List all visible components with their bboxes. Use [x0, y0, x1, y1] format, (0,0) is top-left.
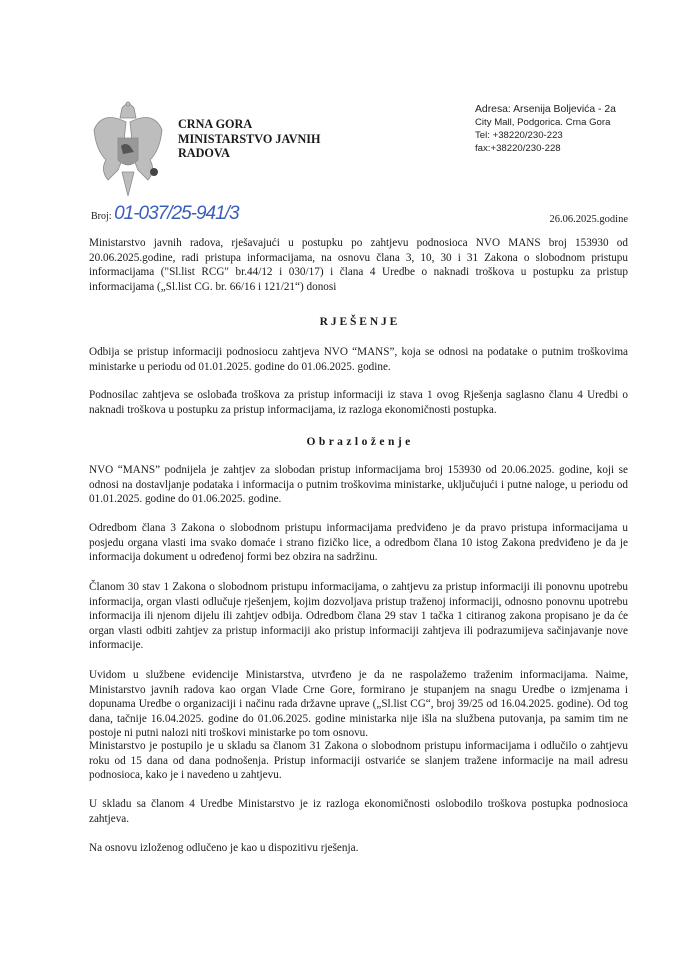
reference-label: Broj: — [91, 211, 112, 222]
org-line: RADOVA — [178, 146, 230, 160]
reasoning-paragraph: Ministarstvo je postupilo je u skladu sa članom 31 Zakona o slobodnom pristupu informacijama i odlučilo o zahtjevu roku od 15 dana od dana podnošenja. Pristup informaciji ostvariće se slanjem tražene informacije na mail adresu podnosioca, kako je i navedeno u zahtjevu. — [89, 740, 628, 782]
address-line: Adresa: Arsenija Boljevića - 2a — [475, 104, 616, 115]
reasoning-title: O b r a z l o ž e n j e — [306, 436, 411, 448]
document-date: 26.06.2025.godine — [549, 214, 628, 225]
reasoning-paragraph: Uvidom u službene evidencije Ministarstva, utvrđeno je da ne raspolažemo traženim informacijama. Naime, Ministarstvo javnih radova kao organ Vlade Crne Gore, formirano je stupanjem na snagu Uredbe o izmjenama i dopunama Uredbe o organizaciji i načinu rada državne uprave („Sl.list CG“, broj 39/25 od 16.04.2025. godine). Od tog dana, tačnije 16.04.2025. godine do 01.06.2025. godine ministarka nije išla na službena putovanja, pa samim tim ne postoje ni putni nalozi niti troškovi ministarke po tom osnovu. — [89, 669, 628, 740]
decision-paragraph: Podnosilac zahtjeva se oslobađa troškova za pristup informaciji iz stava 1 ovog Rješenja saglasno članu 4 Uredbi o naknadi troškova u postupku za pristup informacijama, iz razloga ekonomičnosti postupka. — [89, 389, 628, 416]
org-line: CRNA GORA — [178, 117, 253, 131]
reasoning-paragraph: NVO “MANS” podnijela je zahtjev za slobodan pristup informacijama broj 153930 od 20.06.2025. godine, koji se odnosi na dostavljanje podataka i informacija o putnim troškovima ministarke, uključujući i putne naloge, u periodu od 01.01.2025. godine do 01.06.2025. godine. — [89, 464, 628, 506]
address-block — [475, 103, 616, 155]
reference-number — [91, 203, 239, 225]
reasoning-paragraph: Odredbom člana 3 Zakona o slobodnom pristupu informacijama predviđeno je da pravo pristupa informacijama u posjedu organa vlasti ima svako domaće i strano fizičko lice, a odredbom člana 10 istog Zakona predviđeno je da je informacija dokument u određenoj formi bez obzira na sadržinu. — [89, 522, 628, 564]
decision-paragraph: Odbija se pristup informaciji podnosiocu zahtjeva NVO “MANS”, koja se odnosi na podatake o putnim troškovima ministarke u periodu od 01.01.2025. godine do 01.06.2025. godine. — [89, 346, 628, 373]
address-line: City Mall, Podgorica. Crna Gora — [475, 117, 611, 128]
intro-paragraph: Ministarstvo javnih radova, rješavajući u postupku po zahtjevu podnosioca NVO MANS broj 153930 od 20.06.2025.godine, radi pristupa informacijama, na osnovu člana 3, 10, 30 i 31 Zakona o slobodnom pristupu informacijama ("Sl.list RCG" br.44/12 i 030/17) i člana 4 Uredbe o naknadi troškova u postupku za pristup informacijama („Sl.list CG. br. 66/16 i 121/21“) donosi — [89, 237, 628, 293]
reasoning-paragraph: U skladu sa članom 4 Uredbe Ministarstvo je iz razloga ekonomičnosti oslobodilo troškova postupka podnosioca zahtjeva. — [89, 798, 628, 825]
coat-of-arms-emblem — [92, 100, 164, 200]
fax-line: fax:+38220/230-228 — [475, 143, 561, 154]
decision-title: R J E Š E N J E — [319, 316, 398, 328]
reasoning-paragraph: Članom 30 stav 1 Zakona o slobodnom pristupu informacijama, o zahtjevu za pristup informaciji ili ponovnu upotrebu informacija, organ vlasti odlučuje rješenjem, kojim dozvoljava pristup traženoj informaciji, odnosno ponovnu upotrebu informacija ili njenom dijelu ili zahtjev odbija. Odredbom člana 29 stav 1 tačka 1 citiranog zakona propisano je da će organ vlasti odbiti zahtjev za pristup informaciji ako pristup informaciji zahtjeva ili podrazumijeva sačinjavanje nove informacije. — [89, 581, 628, 652]
handwritten-reference-number: 01-037/25-941/3 — [114, 203, 239, 224]
organization-name — [178, 117, 321, 161]
reasoning-paragraph: Na osnovu izloženog odlučeno je kao u dispozitivu rješenja. — [89, 842, 359, 854]
org-line: MINISTARSTVO JAVNIH — [178, 131, 321, 146]
phone-line: Tel: +38220/230-223 — [475, 130, 563, 141]
